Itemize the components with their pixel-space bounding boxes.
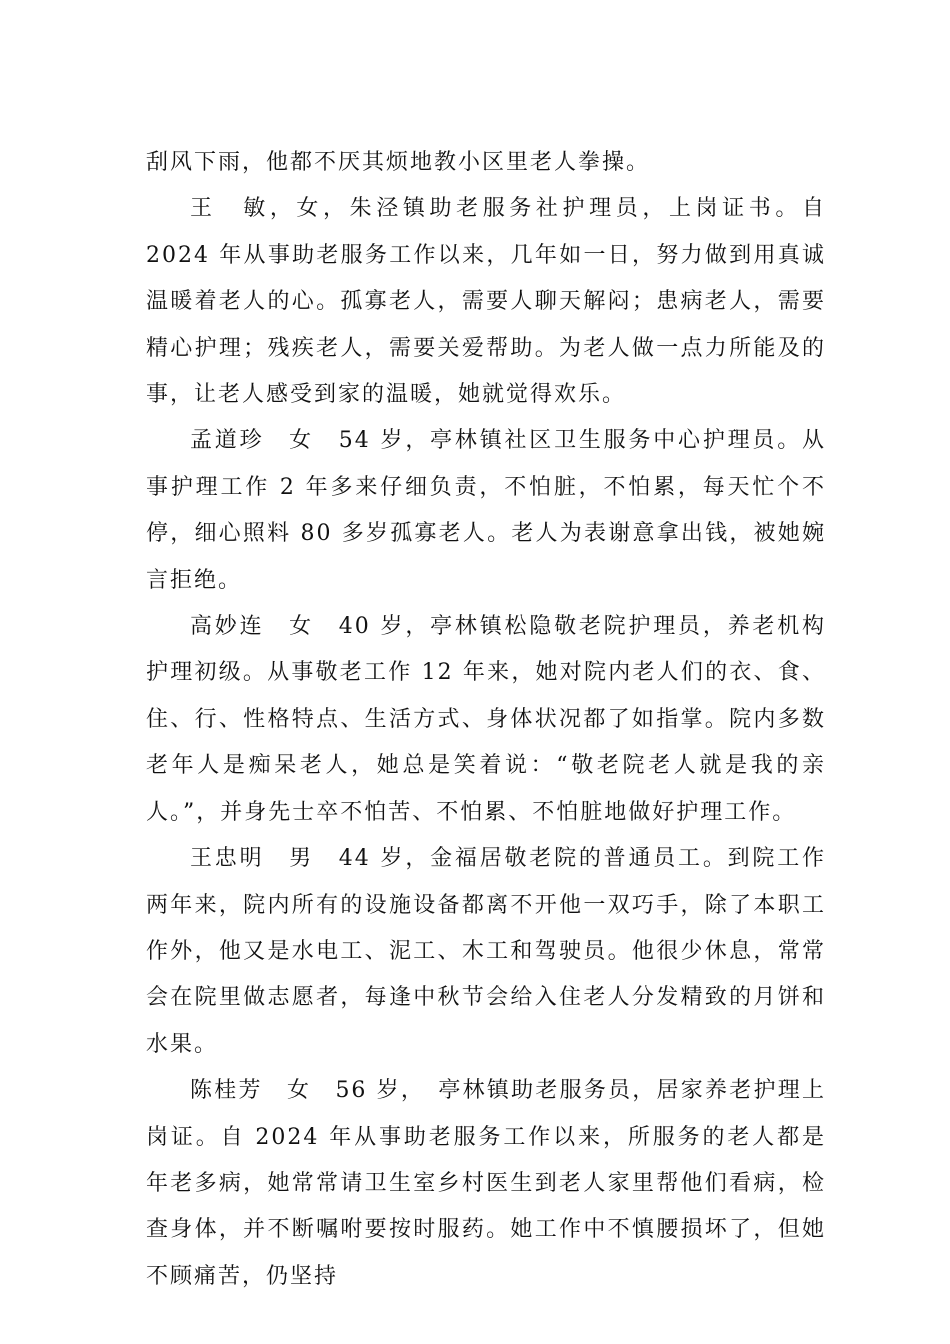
paragraph-gao-miaolian: 高妙连 女 40 岁，亭林镇松隐敬老院护理员，养老机构护理初级。从事敬老工作 12 年来，她对院内老人们的衣、食、住、行、性格特点、生活方式、身体状况都了如指掌。院内多数老年人是痴呆老人，她总是笑着说：“敬老院老人就是我的亲人。”，并身先士卒不怕苦、不怕累、不怕脏地做好护理工作。 [146,614,826,825]
paragraph-wang-zhongming: 王忠明 男 44 岁，金福居敬老院的普通员工。到院工作两年来，院内所有的设施设备都离不开他一双巧手，除了本职工作外，他又是水电工、泥工、木工和驾驶员。他很少休息，常常会在院里做志愿者，每逢中秋节会给入住老人分发精致的月饼和水果。 [146,846,826,1057]
paragraph-meng-daozhen: 孟道珍 女 54 岁，亭林镇社区卫生服务中心护理员。从事护理工作 2 年多来仔细负责，不怕脏，不怕累，每天忙个不停，细心照料 80 多岁孤寡老人。老人为表谢意拿出钱，被她婉言拒绝。 [146,428,826,593]
paragraph-continuation: 刮风下雨，他都不厌其烦地教小区里老人拳操。 [146,150,651,175]
document-body [146,140,826,1300]
paragraph-wang-min: 王 敏，女，朱泾镇助老服务社护理员，上岗证书。自 2024 年从事助老服务工作以来，几年如一日，努力做到用真诚温暖着老人的心。孤寡老人，需要人聊天解闷；患病老人，需要精心护理；残疾老人，需要关爱帮助。为老人做一点力所能及的事，让老人感受到家的温暖，她就觉得欢乐。 [146,196,826,408]
paragraph-chen-guifang: 陈桂芳 女 56 岁， 亭林镇助老服务员，居家养老护理上岗证。自 2024 年从事助老服务工作以来，所服务的老人都是年老多病，她常常请卫生室乡村医生到老人家里帮他们看病，检查身体，并不断嘱咐要按时服药。她工作中不慎腰损坏了，但她不顾痛苦，仍坚持 [146,1078,826,1289]
